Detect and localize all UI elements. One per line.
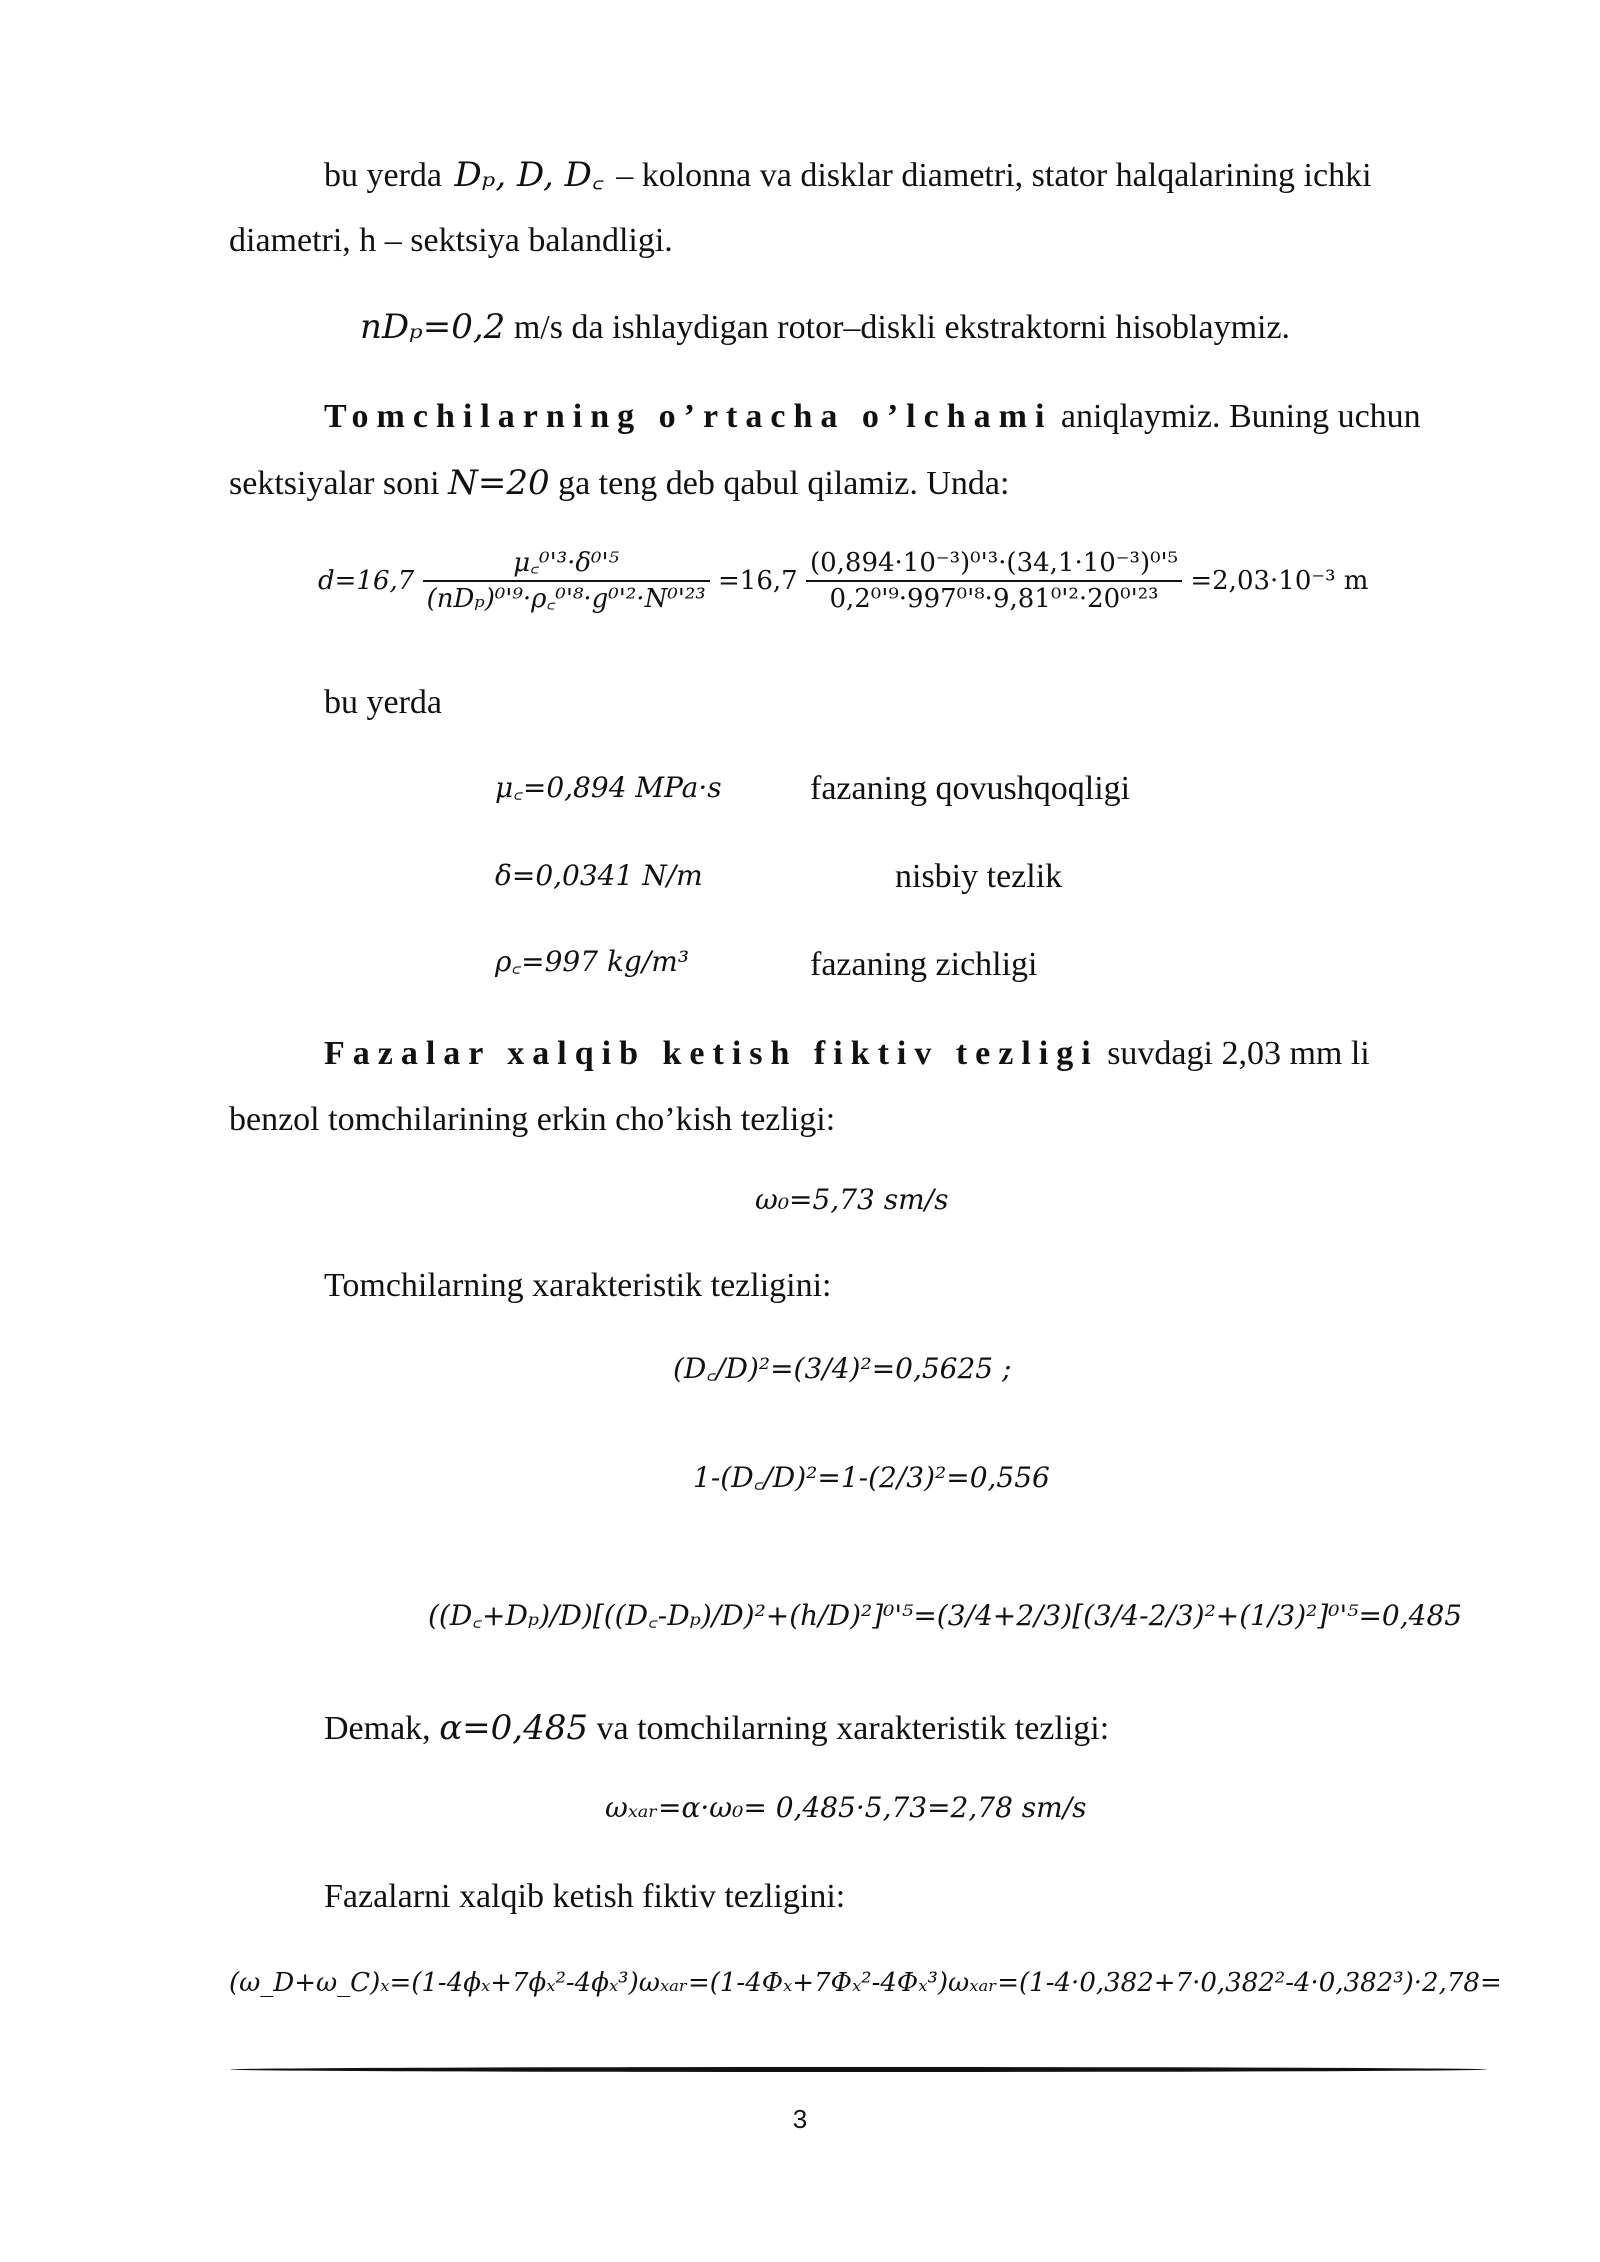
param-2-expr: δ=0,0341 N/m (495, 859, 703, 892)
p1-lead: bu yerda (324, 157, 443, 194)
param-expr-3 (495, 945, 690, 978)
footer-rule (230, 2067, 1487, 2072)
param-2-desc: nisbiy tezlik (895, 858, 1063, 895)
eq-d-fraction-2 (806, 550, 1182, 612)
param-expr-2 (495, 859, 703, 892)
equation-ratio-1 (673, 1352, 1012, 1385)
eq-d-f2-num: (0,894·10⁻³)⁰'³·(34,1·10⁻³)⁰'⁵ (806, 550, 1182, 582)
param-1-expr: μ꜀=0,894 MPa·s (495, 771, 722, 804)
p3-spaced-heading: Tomchilarning o’rtacha o’lchami (324, 398, 1053, 435)
p4-spaced-heading: Fazalar xalqib ketish fiktiv tezligi (324, 1035, 1099, 1072)
equation-d (318, 550, 1368, 612)
param-3-desc: fazaning zichligi (810, 946, 1038, 983)
where-text: bu yerda (324, 684, 443, 721)
eq-d-f1-den: (nDₚ)⁰'⁹·ρ꜀⁰'⁸·g⁰'²·N⁰'²³ (426, 584, 706, 614)
paragraph-1-line-1 (324, 155, 1372, 195)
p3-cont-a: sektsiyalar soni (229, 465, 449, 502)
p6-expr: α=0,485 (439, 1708, 588, 1748)
equation-long (229, 1970, 1502, 1996)
p6-b: va tomchilarning xarakteristik tezligi: (587, 1710, 1110, 1747)
equation-omega-xar (605, 1791, 1087, 1824)
p2-expr: nDₚ=0,2 (360, 307, 506, 347)
p4-cont: benzol tomchilarining erkin cho’kish tezligi: (229, 1101, 836, 1138)
p5-text: Tomchilarning xarakteristik tezligini: (324, 1267, 832, 1304)
paragraph-3-line-1 (324, 400, 1421, 434)
paragraph-3-line-2 (229, 463, 1010, 503)
paragraph-4-line-1 (324, 1037, 1370, 1071)
eq-d-f1-num: μ꜀⁰'³·δ⁰'⁵ (423, 550, 710, 582)
eq-d-mid: =16,7 (718, 566, 798, 596)
eq-r3-text: ((D꜀+Dₚ)/D)[((D꜀-Dₚ)/D)²+(h/D)²]⁰'⁵=(3/4+2/3)[(3/4-2/3)²+(1/3)²]⁰'⁵=0,485 (428, 1599, 1463, 1632)
paragraph-5 (324, 1269, 831, 1303)
paragraph-6 (324, 1708, 1110, 1748)
equation-omega0 (755, 1183, 949, 1216)
p7-text: Fazalarni xalqib ketish fiktiv tezligini: (324, 1878, 846, 1915)
p2-text: m/s da ishlaydigan rotor–diskli ekstraktorni hisoblaymiz. (505, 309, 1291, 346)
param-desc-1 (810, 772, 1130, 806)
p1-symbols: Dₚ, D, D꜀ (454, 155, 604, 195)
page-number-text: 3 (792, 2104, 808, 2134)
eq-d-rhs: =2,03·10⁻³ m (1190, 566, 1369, 596)
param-1-desc: fazaning qovushqoqligi (810, 770, 1131, 807)
p1-rest: – kolonna va disklar diametri, stator halqalarining ichki (607, 157, 1372, 194)
page-number (0, 2104, 1600, 2135)
param-3-expr: ρ꜀=997 kg/m³ (495, 945, 690, 978)
paragraph-4-line-2 (229, 1103, 835, 1137)
eq-wxar-text: ωₓₐᵣ=α·ω₀= 0,485·5,73=2,78 sm/s (605, 1791, 1087, 1824)
eq-d-lhs: d=16,7 (318, 566, 415, 596)
p3-rest: aniqlaymiz. Buning uchun (1052, 398, 1421, 435)
paragraph-7 (324, 1880, 845, 1914)
p3-cont-b: ga teng deb qabul qilamiz. Unda: (549, 465, 1010, 502)
equation-ratio-3 (428, 1599, 1463, 1632)
equation-ratio-2 (693, 1461, 1050, 1494)
param-desc-3 (810, 948, 1038, 982)
paragraph-2 (360, 307, 1291, 347)
eq-r1-text: (D꜀/D)²=(3/4)²=0,5625 ; (673, 1352, 1012, 1385)
eq-d-fraction-1 (423, 550, 710, 612)
p4-rest: suvdagi 2,03 mm li (1098, 1035, 1370, 1072)
param-desc-2 (895, 860, 1062, 894)
eq-long-text: (ω_D+ω_C)ₓ=(1-4ϕₓ+7ϕₓ²-4ϕₓ³)ωₓₐᵣ=(1-4Φₓ+7Φₓ²-4Φₓ³)ωₓₐᵣ=(1-4·0,382+7·0,382²-4·0,382³)·2,78= (229, 1968, 1502, 1998)
param-expr-1 (495, 771, 722, 804)
where-label (324, 686, 442, 720)
paragraph-1-line-2 (229, 224, 673, 258)
eq-d-f2-den: 0,2⁰'⁹·997⁰'⁸·9,81⁰'²·20⁰'²³ (829, 584, 1159, 614)
eq-r2-text: 1-(D꜀/D)²=1-(2/3)²=0,556 (693, 1461, 1050, 1494)
p3-cont-expr: N=20 (448, 463, 550, 503)
p6-a: Demak, (324, 1710, 440, 1747)
eq-w0-text: ω₀=5,73 sm/s (755, 1183, 949, 1216)
p1-cont: diametri, h – sektsiya balandligi. (229, 222, 673, 259)
